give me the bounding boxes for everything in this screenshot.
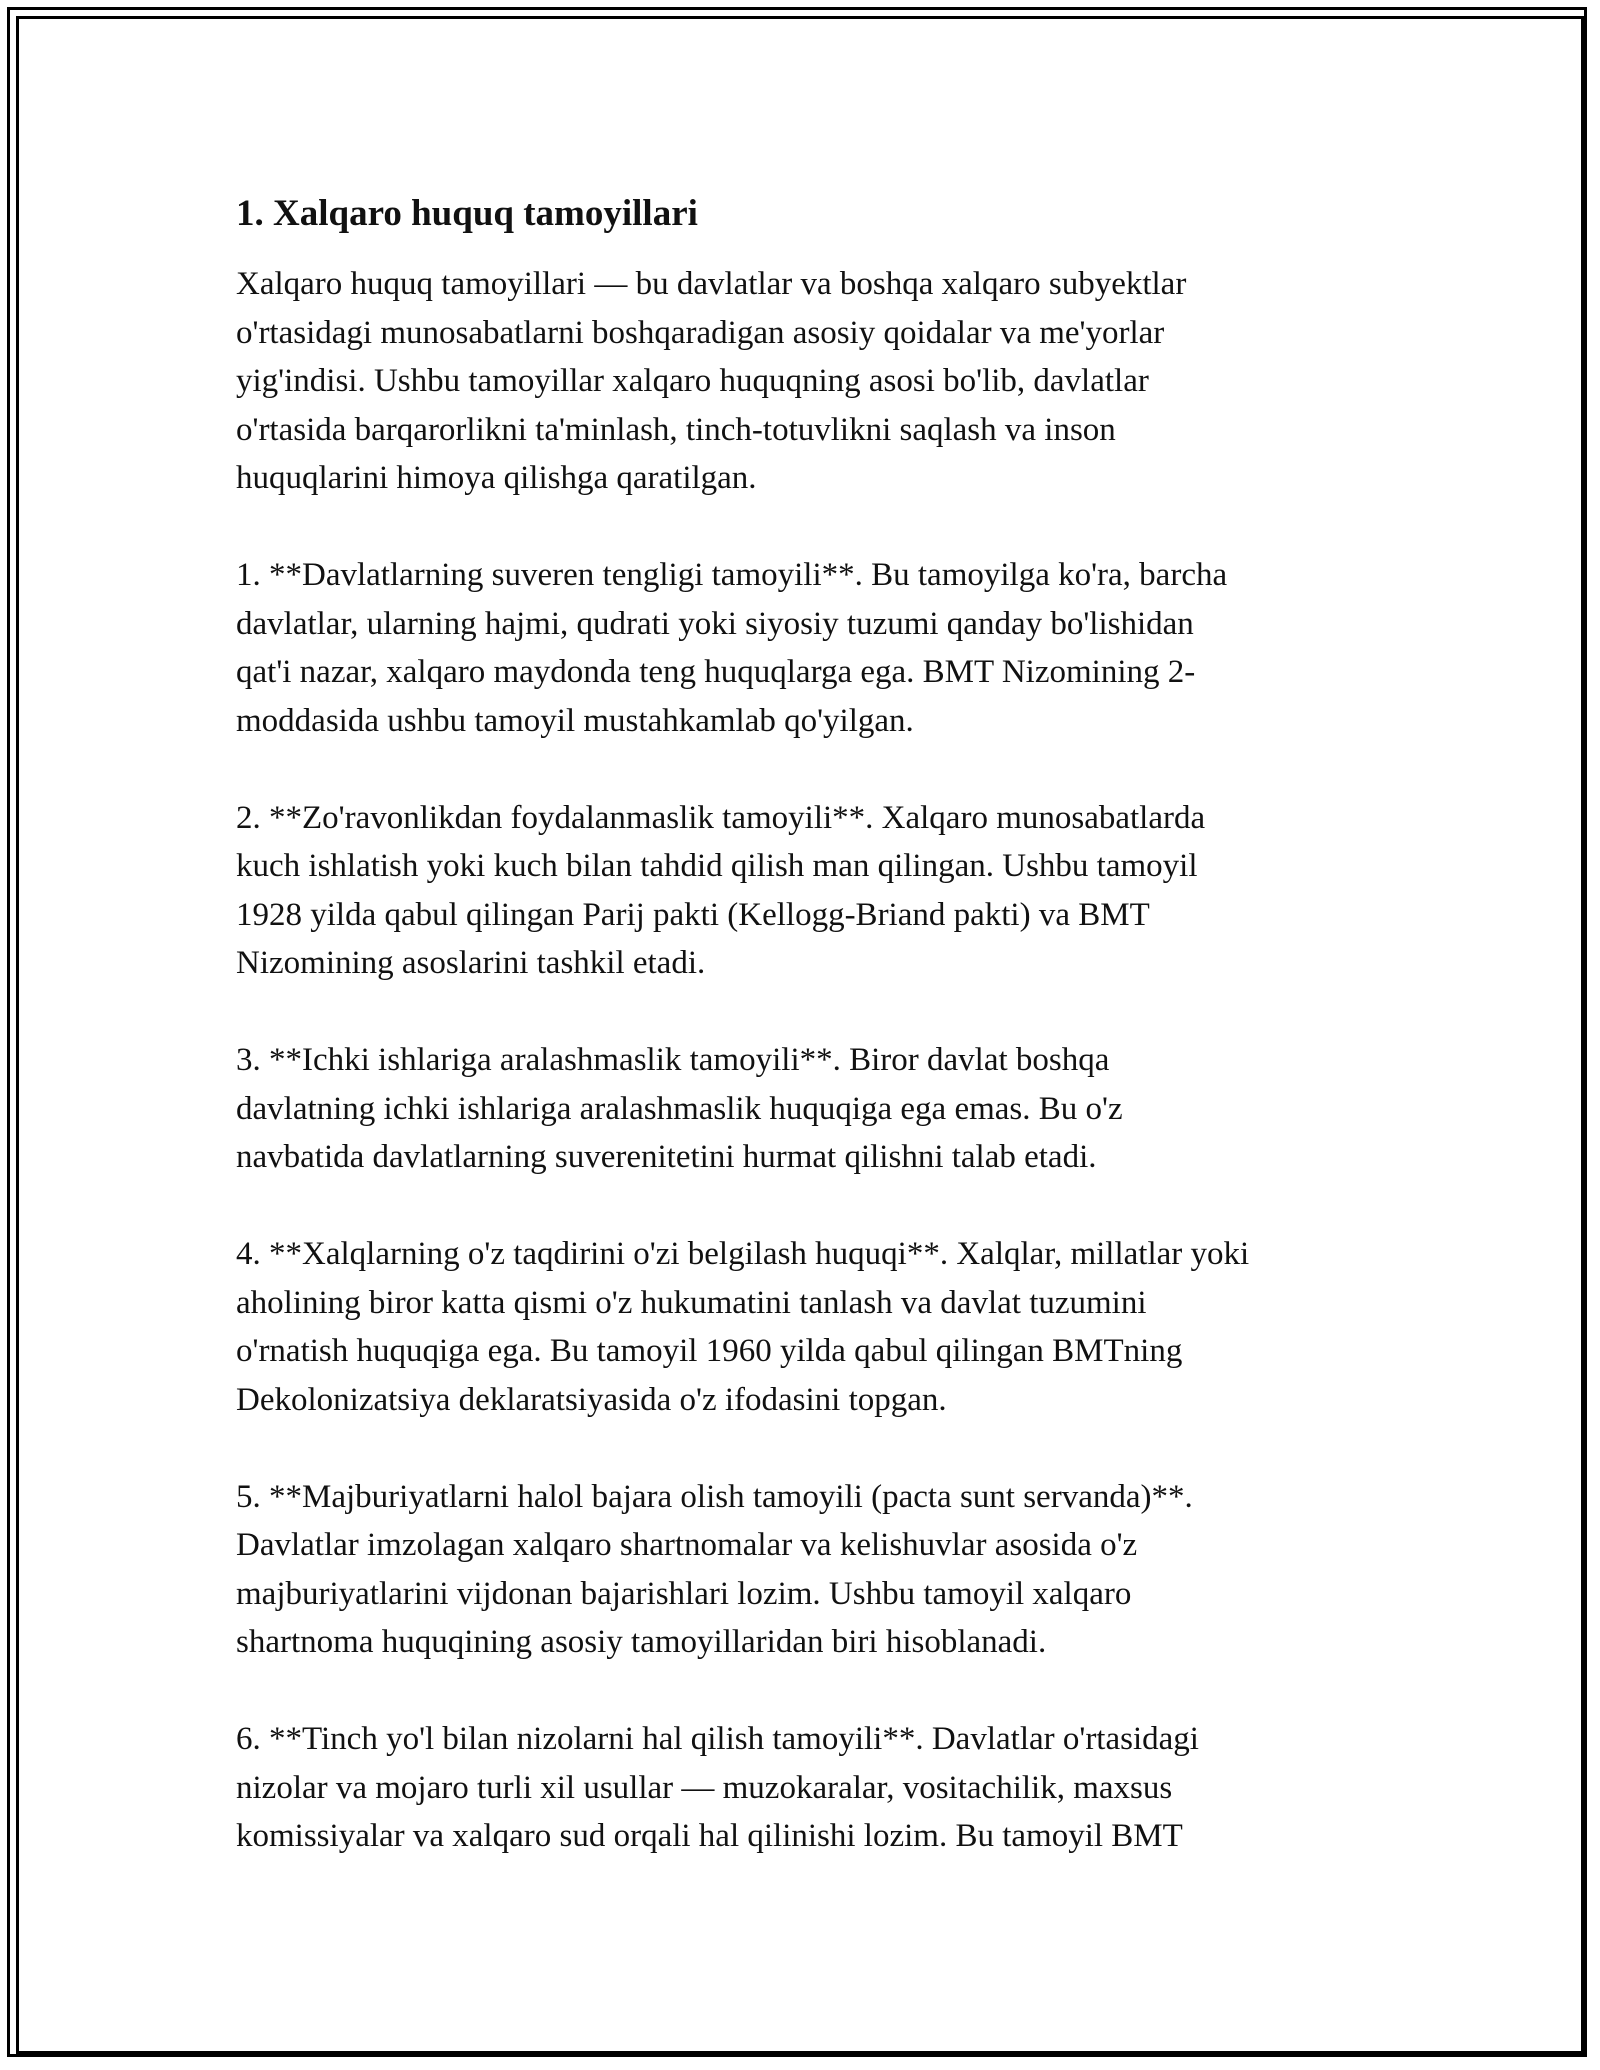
intro-paragraph [236, 260, 1376, 503]
text-line: o'rnatish huquqiga ega. Bu tamoyil 1960 yilda qabul qilingan BMTning [236, 1333, 1183, 1369]
text-line: aholining biror katta qismi o'z hukumatini tanlash va davlat tuzumini [236, 1284, 1147, 1321]
text-line: Nizomining asoslarini tashkil etadi. [236, 945, 706, 981]
principle-paragraph-2 [236, 794, 1376, 988]
principle-paragraph-3 [236, 1036, 1376, 1182]
text-line: davlatlar, ularning hajmi, qudrati yoki siyosiy tuzumi qanday bo'lishidan [236, 605, 1194, 642]
text-line: komissiyalar va xalqaro sud orqali hal qilinishi lozim. Bu tamoyil BMT [236, 1818, 1183, 1854]
text-line: o'rtasida barqarorlikni ta'minlash, tinch-totuvlikni saqlash va inson [236, 411, 1116, 448]
text-line: Xalqaro huquq tamoyillari — bu davlatlar va boshqa xalqaro subyektlar [236, 266, 1187, 302]
principle-paragraph-1 [236, 551, 1376, 745]
text-line: Dekolonizatsiya deklaratsiyasida o'z ifodasini topgan. [236, 1381, 947, 1418]
text-line: 5. **Majburiyatlarni halol bajara olish tamoyili (pacta sunt servanda)**. [236, 1478, 1193, 1515]
text-line: qat'i nazar, xalqaro maydonda teng huquqlarga ega. BMT Nizomining 2- [236, 654, 1196, 690]
text-line: moddasida ushbu tamoyil mustahkamlab qo'yilgan. [236, 702, 914, 739]
text-line: shartnoma huquqining asosiy tamoyillaridan biri hisoblanadi. [236, 1624, 1047, 1660]
section-heading: 1. Xalqaro huquq tamoyillari [236, 193, 698, 234]
text-line: 1. **Davlatlarning suveren tengligi tamoyili**. Bu tamoyilga ko'ra, barcha [236, 557, 1228, 593]
text-line: yig'indisi. Ushbu tamoyillar xalqaro huquqning asosi bo'lib, davlatlar [236, 363, 1149, 399]
principle-paragraph-4 [236, 1230, 1376, 1424]
text-line: 6. **Tinch yo'l bilan nizolarni hal qilish tamoyili**. Davlatlar o'rtasidagi [236, 1721, 1199, 1757]
text-line: majburiyatlarini vijdonan bajarishlari lozim. Ushbu tamoyil xalqaro [236, 1575, 1132, 1612]
document-body [236, 190, 1376, 1909]
text-line: o'rtasidagi munosabatlarni boshqaradigan asosiy qoidalar va me'yorlar [236, 314, 1165, 351]
text-line: huquqlarini himoya qilishga qaratilgan. [236, 460, 757, 496]
text-line: 3. **Ichki ishlariga aralashmaslik tamoyili**. Biror davlat boshqa [236, 1042, 1110, 1078]
text-line: Davlatlar imzolagan xalqaro shartnomalar va kelishuvlar asosida o'z [236, 1527, 1138, 1563]
text-line: 4. **Xalqlarning o'z taqdirini o'zi belgilash huquqi**. Xalqlar, millatlar yoki [236, 1236, 1250, 1272]
text-line: kuch ishlatish yoki kuch bilan tahdid qilish man qilingan. Ushbu tamoyil [236, 848, 1198, 884]
text-line: 2. **Zo'ravonlikdan foydalanmaslik tamoyili**. Xalqaro munosabatlarda [236, 799, 1206, 836]
text-line: navbatida davlatlarning suverenitetini hurmat qilishni talab etadi. [236, 1139, 1097, 1175]
principle-paragraph-6 [236, 1715, 1376, 1861]
text-line: davlatning ichki ishlariga aralashmaslik huquqiga ega emas. Bu o'z [236, 1090, 1123, 1127]
text-line: 1928 yilda qabul qilingan Parij pakti (Kellogg-Briand pakti) va BMT [236, 896, 1150, 933]
paragraph-list [236, 260, 1376, 1861]
text-line: nizolar va mojaro turli xil usullar — muzokaralar, vositachilik, maxsus [236, 1769, 1173, 1806]
principle-paragraph-5 [236, 1473, 1376, 1667]
